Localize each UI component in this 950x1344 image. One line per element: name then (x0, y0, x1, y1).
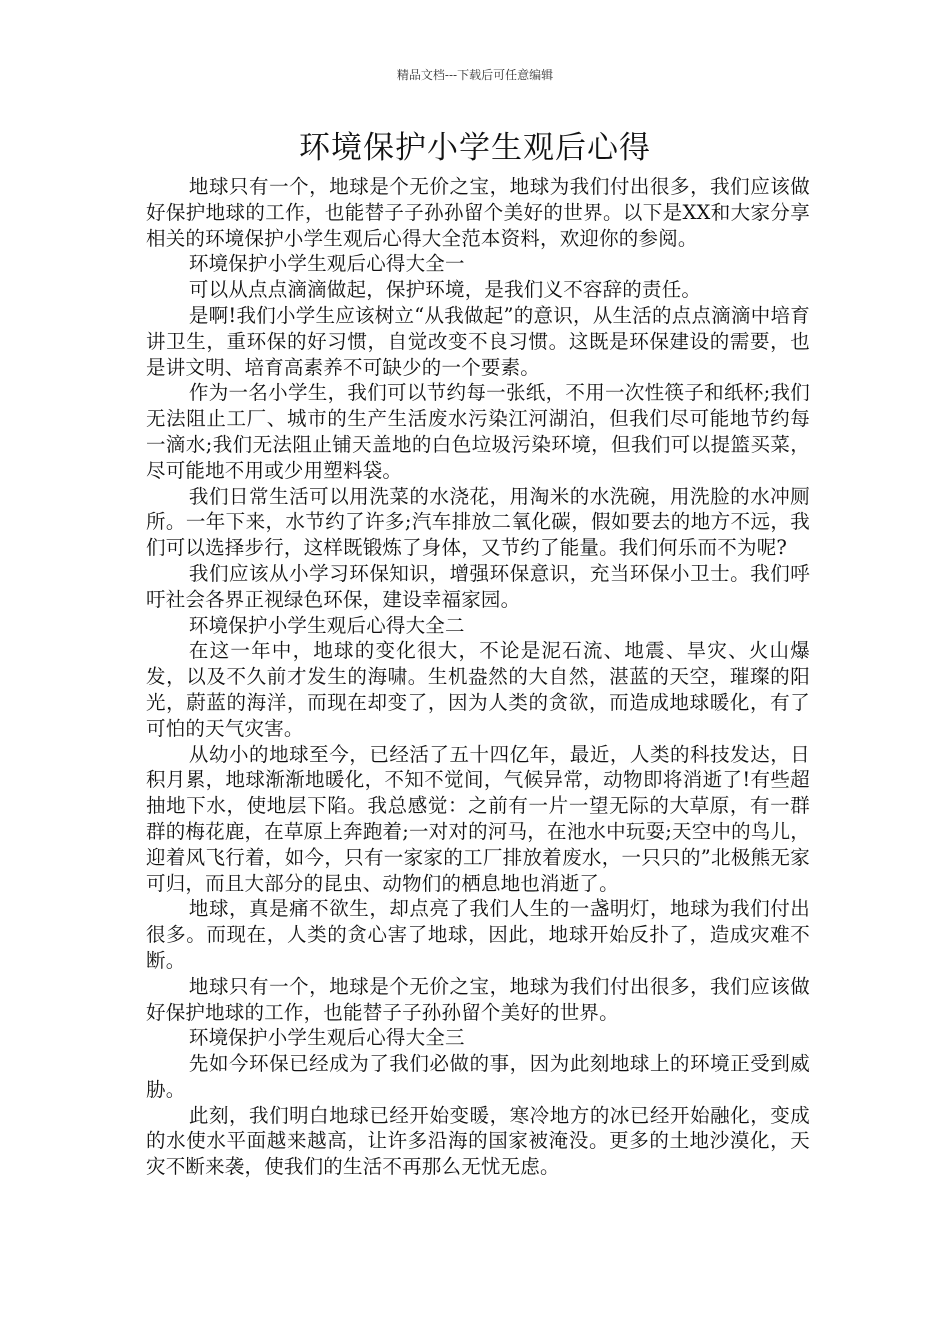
paragraph: 我们应该从小学习环保知识，增强环保意识，充当环保小卫士。我们呼吁社会各界正视绿色环保，建设幸福家园。 (146, 561, 810, 611)
section-heading-3: 环境保护小学生观后心得大全三 (188, 1026, 465, 1050)
paragraph: 作为一名小学生，我们可以节约每一张纸，不用一次性筷子和纸杯;我们无法阻止工厂、城市的生产生活废水污染江河湖泊，但我们尽可能地节约每一滴水;我们无法阻止铺天盖地的白色垃圾污染环境，但我们可以提篮买菜，尽可能地不用或少用塑料袋。 (146, 381, 810, 482)
document-body (146, 174, 810, 1180)
paragraph-intro: 地球只有一个，地球是个无价之宝，地球为我们付出很多，我们应该做好保护地球的工作，也能替子子孙孙留个美好的世界。以下是XX和大家分享相关的环境保护小学生观后心得大全范本资料，欢迎你的参阅。 (146, 175, 810, 250)
paragraph: 从幼小的地球至今，已经活了五十四亿年，最近，人类的科技发达，日积月累，地球渐渐地暖化，不知不觉间，气候异常，动物即将消逝了!有些超抽地下水，使地层下陷。我总感觉：之前有一片一望无际的大草原，有一群群的梅花鹿，在草原上奔跑着;一对对的河马，在池水中玩耍;天空中的鸟儿，迎着风飞行着，如今，只有一家家的工厂排放着废水，一只只的”北极熊无家可归，而且大部分的昆虫、动物们的栖息地也消逝了。 (146, 742, 810, 895)
paragraph: 我们日常生活可以用洗菜的水浇花，用淘米的水洗碗，用洗脸的水冲厕所。一年下来，水节约了许多;汽车排放二氧化碳，假如要去的地方不远，我们可以选择步行，这样既锻炼了身体，又节约了能量。我们何乐而不为呢? (146, 484, 810, 560)
paragraph: 此刻，我们明白地球已经开始变暖，寒冷地方的冰已经开始融化，变成的水使水平面越来越高，让许多沿海的国家被淹没。更多的土地沙漠化，天灾不断来袭，使我们的生活不再那么无忧无虑。 (146, 1103, 810, 1179)
document-title: 环境保护小学生观后心得 (299, 130, 651, 166)
paragraph: 先如今环保已经成为了我们必做的事，因为此刻地球上的环境正受到威胁。 (146, 1052, 810, 1101)
section-heading-2: 环境保护小学生观后心得大全二 (188, 613, 465, 637)
paragraph: 地球，真是痛不欲生，却点亮了我们人生的一盏明灯，地球为我们付出很多。而现在，人类的贪心害了地球，因此，地球开始反扑了，造成灾难不断。 (146, 897, 810, 972)
paragraph: 在这一年中，地球的变化很大，不论是泥石流、地震、旱灾、火山爆发，以及不久前才发生的海啸。生机盎然的大自然，湛蓝的天空，璀璨的阳光，蔚蓝的海洋，而现在却变了，因为人类的贪欲，而造成地球暖化，有了可怕的天气灾害。 (146, 639, 810, 740)
paragraph: 是啊!我们小学生应该树立“从我做起”的意识，从生活的点点滴滴中培育讲卫生，重环保的好习惯，自觉改变不良习惯。这既是环保建设的需要，也是讲文明、培育高素养不可缺少的一个要素。 (146, 303, 810, 379)
paragraph: 地球只有一个，地球是个无价之宝，地球为我们付出很多，我们应该做好保护地球的工作，也能替子子孙孙留个美好的世界。 (146, 974, 810, 1024)
section-heading-1: 环境保护小学生观后心得大全一 (188, 252, 465, 276)
paragraph: 可以从点点滴滴做起，保护环境，是我们义不容辞的责任。 (188, 278, 702, 302)
page-header-note: 精品文档---下载后可任意编辑 (396, 68, 554, 82)
